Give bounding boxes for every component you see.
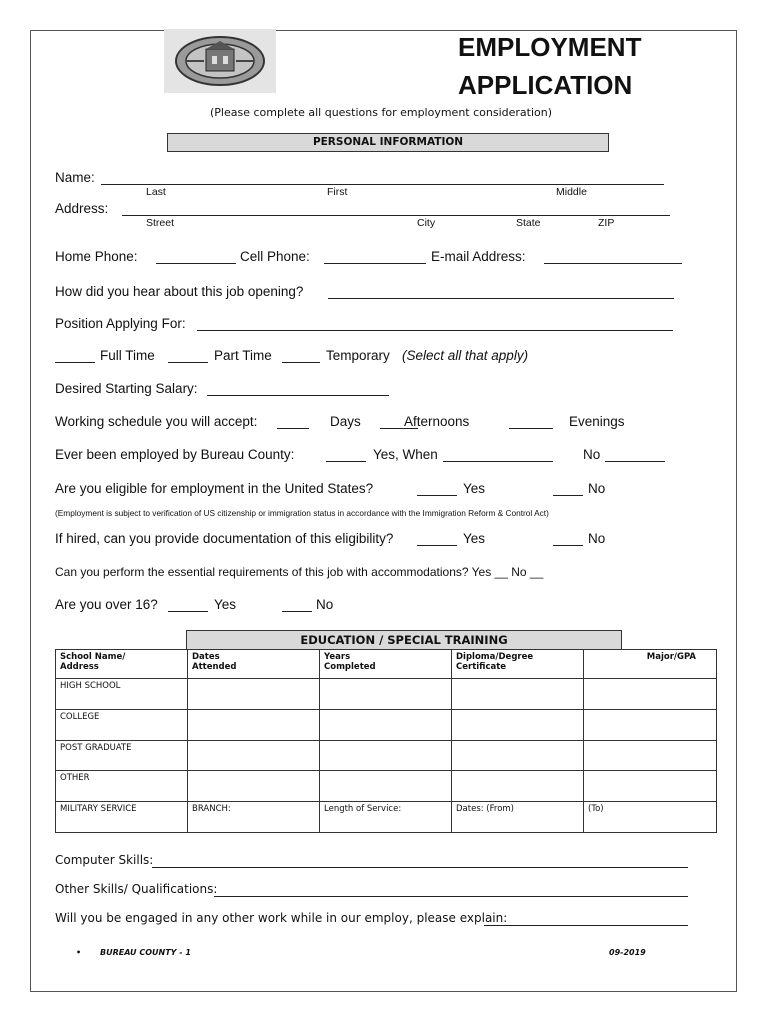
- cell-dates[interactable]: [188, 710, 320, 741]
- other-work-label: Will you be engaged in any other work while in our employ, please explain:: [55, 911, 508, 925]
- email-field[interactable]: [544, 263, 682, 264]
- eligible-label: Are you eligible for employment in the United States?: [55, 481, 374, 496]
- table-row: [56, 679, 717, 710]
- employed-no-label: No: [583, 447, 601, 462]
- address-street-caption: Street: [146, 217, 175, 229]
- subtitle: (Please complete all questions for employment consideration): [210, 106, 553, 119]
- select-all-note: (Select all that apply): [402, 348, 529, 363]
- cell-phone-label: Cell Phone:: [240, 249, 310, 264]
- temporary-label: Temporary: [326, 348, 390, 363]
- cell-major[interactable]: [584, 710, 717, 741]
- footer-left: BUREAU COUNTY - 1: [100, 948, 191, 957]
- row-label: POST GRADUATE: [56, 741, 188, 771]
- cell-major[interactable]: [584, 679, 717, 710]
- cell-years[interactable]: [320, 771, 452, 802]
- schedule-label: Working schedule you will accept:: [55, 414, 258, 429]
- military-row: [56, 802, 717, 833]
- education-table: [55, 649, 717, 833]
- row-label: COLLEGE: [56, 710, 188, 741]
- documentation-yes-label: Yes: [463, 531, 486, 546]
- header-school: School Name/ Address: [56, 650, 188, 679]
- over16-label: Are you over 16?: [55, 597, 158, 612]
- over16-yes-blank[interactable]: [168, 611, 208, 612]
- name-field[interactable]: [101, 184, 664, 185]
- employed-no-blank[interactable]: [605, 461, 665, 462]
- part-time-label: Part Time: [214, 348, 272, 363]
- position-label: Position Applying For:: [55, 316, 186, 331]
- full-time-label: Full Time: [100, 348, 155, 363]
- hear-label: How did you hear about this job opening?: [55, 284, 304, 299]
- home-phone-label: Home Phone:: [55, 249, 138, 264]
- cell-major[interactable]: [584, 741, 717, 771]
- other-skills-field[interactable]: [214, 896, 688, 897]
- cell-dates[interactable]: [188, 771, 320, 802]
- county-seal-icon: [164, 29, 276, 93]
- documentation-yes-blank[interactable]: [417, 545, 457, 546]
- cell-years[interactable]: [320, 741, 452, 771]
- evenings-label: Evenings: [569, 414, 625, 429]
- perform-label: Can you perform the essential requirements of this job with accommodations? Yes __ No __: [55, 565, 544, 579]
- cell-diploma[interactable]: [452, 710, 584, 741]
- cell-diploma[interactable]: [452, 771, 584, 802]
- header-years: Years Completed: [320, 650, 452, 679]
- personal-information-header: PERSONAL INFORMATION: [167, 133, 609, 152]
- education-header: EDUCATION / SPECIAL TRAINING: [186, 630, 622, 650]
- computer-skills-field[interactable]: [152, 867, 688, 868]
- row-label: OTHER: [56, 771, 188, 802]
- header-major: Major/GPA: [584, 650, 717, 679]
- header-dates: Dates Attended: [188, 650, 320, 679]
- table-row: [56, 741, 717, 771]
- name-label: Name:: [55, 170, 95, 185]
- part-time-blank[interactable]: [168, 362, 208, 363]
- hear-field[interactable]: [328, 298, 674, 299]
- title-line-1: EMPLOYMENT: [458, 32, 642, 62]
- eligible-no-label: No: [588, 481, 606, 496]
- table-row: [56, 710, 717, 741]
- documentation-no-blank[interactable]: [553, 545, 583, 546]
- cell-years[interactable]: [320, 679, 452, 710]
- employed-when-field[interactable]: [443, 461, 553, 462]
- military-length[interactable]: Length of Service:: [320, 802, 452, 833]
- military-dates-from[interactable]: Dates: (From): [452, 802, 584, 833]
- employed-label: Ever been employed by Bureau County:: [55, 447, 295, 462]
- afternoons-label: Afternoons: [404, 414, 470, 429]
- over16-yes-label: Yes: [214, 597, 237, 612]
- cell-phone-field[interactable]: [324, 263, 426, 264]
- days-blank[interactable]: [277, 428, 309, 429]
- cell-diploma[interactable]: [452, 741, 584, 771]
- row-label: HIGH SCHOOL: [56, 679, 188, 710]
- military-label: MILITARY SERVICE: [56, 802, 188, 833]
- table-row: [56, 771, 717, 802]
- salary-field[interactable]: [207, 395, 389, 396]
- name-first-caption: First: [327, 186, 348, 198]
- documentation-no-label: No: [588, 531, 606, 546]
- other-skills-label: Other Skills/ Qualifications:: [55, 882, 218, 896]
- military-branch[interactable]: BRANCH:: [188, 802, 320, 833]
- eligible-no-blank[interactable]: [553, 495, 583, 496]
- address-field[interactable]: [122, 215, 670, 216]
- title-line-2: APPLICATION: [458, 70, 633, 100]
- documentation-label: If hired, can you provide documentation of this eligibility?: [55, 531, 394, 546]
- footer-right: 09-2019: [609, 948, 646, 957]
- over16-no-blank[interactable]: [282, 611, 312, 612]
- employed-yes-when-label: Yes, When: [373, 447, 438, 462]
- education-header-row: [56, 650, 717, 679]
- evenings-blank[interactable]: [509, 428, 553, 429]
- military-dates-to[interactable]: (To): [584, 802, 717, 833]
- full-time-blank[interactable]: [55, 362, 95, 363]
- eligible-yes-blank[interactable]: [417, 495, 457, 496]
- eligible-yes-label: Yes: [463, 481, 486, 496]
- address-label: Address:: [55, 201, 109, 216]
- salary-label: Desired Starting Salary:: [55, 381, 198, 396]
- computer-skills-label: Computer Skills:: [55, 853, 154, 867]
- cell-diploma[interactable]: [452, 679, 584, 710]
- over16-no-label: No: [316, 597, 334, 612]
- cell-dates[interactable]: [188, 741, 320, 771]
- other-work-field[interactable]: [484, 925, 688, 926]
- cell-major[interactable]: [584, 771, 717, 802]
- name-last-caption: Last: [146, 186, 166, 198]
- footer-bullet: •: [76, 948, 82, 957]
- address-zip-caption: ZIP: [598, 217, 615, 229]
- position-field[interactable]: [197, 330, 673, 331]
- address-city-caption: City: [417, 217, 436, 229]
- eligible-note: (Employment is subject to verification of US citizenship or immigration status in accordance with the Immigration Reform & Control Act): [55, 508, 549, 518]
- employed-yes-blank[interactable]: [326, 461, 366, 462]
- email-label: E-mail Address:: [431, 249, 526, 264]
- name-middle-caption: Middle: [556, 186, 587, 198]
- days-label: Days: [330, 414, 361, 429]
- cell-dates[interactable]: [188, 679, 320, 710]
- home-phone-field[interactable]: [156, 263, 236, 264]
- address-state-caption: State: [516, 217, 541, 229]
- header-diploma: Diploma/Degree Certificate: [452, 650, 584, 679]
- temporary-blank[interactable]: [282, 362, 320, 363]
- cell-years[interactable]: [320, 710, 452, 741]
